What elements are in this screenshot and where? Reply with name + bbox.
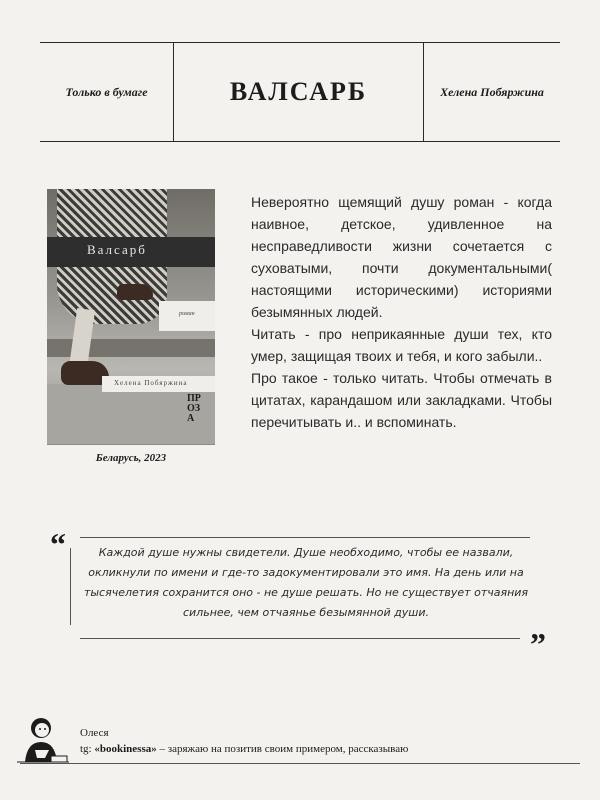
quote-divider-bottom — [80, 638, 520, 639]
close-quote-icon: ” — [530, 626, 546, 662]
author-nickname: Олеся — [80, 727, 109, 739]
header-left-cell — [40, 43, 174, 141]
review-paragraph: Читать - про неприкаянные души тех, кто умер, защищая твоих и тебя, и кого забыли.. — [251, 326, 552, 364]
header-author-cell — [424, 43, 560, 141]
review-text — [251, 191, 552, 433]
cover-author: Хелена Побяржина — [114, 379, 188, 387]
footer-contact — [80, 743, 408, 755]
avatar — [15, 712, 71, 768]
book-cover-image — [47, 189, 215, 445]
review-paragraph: Невероятно щемящий душу роман - когда наивное, детское, удивленное на несправедливости жизни сочетается с суховатыми, почти документальными( настоящими историческими) историями безымянных людей. — [251, 194, 552, 320]
cover-caption: Беларусь, 2023 — [95, 452, 167, 464]
cover-genre-label — [159, 301, 215, 331]
quote-divider-top — [80, 537, 530, 538]
cover-author-label — [102, 376, 215, 392]
header-title-cell — [174, 43, 424, 141]
publisher-logo: ПР ОЗ А — [187, 393, 201, 424]
book-quote: Каждой душе нужны свидетели. Душе необходимо, чтобы ее назвали, окликнули по имени и где-то задокументировали это имя. На день или на тысячелетия сохранится оно - не душе решать. Но не существует отчаяния сильнее, чем отчаянье безымянной души. — [83, 546, 529, 619]
cover-title: Валсарб — [87, 242, 147, 257]
footer-prefix: tg: — [80, 743, 92, 755]
author-name: Хелена Побяржина — [440, 84, 544, 99]
format-tag: Только в бумаге — [65, 84, 148, 99]
header-table — [40, 42, 560, 142]
footer-tagline: – заряжаю на позитив своим примером, рассказываю — [156, 743, 409, 755]
book-title: ВАЛСАРБ — [229, 77, 368, 106]
telegram-handle[interactable]: «bookinessa» — [94, 743, 157, 755]
open-quote-icon: “ — [50, 526, 66, 562]
footer-divider — [20, 763, 580, 764]
cover-shoe-back — [117, 284, 153, 300]
quote-divider-left — [70, 548, 71, 625]
cover-genre: роман — [179, 311, 195, 317]
review-paragraph: Про такое - только читать. Чтобы отмечать в цитатах, карандашом или закладками. Чтобы перечитывать и.. и вспоминать. — [251, 370, 552, 430]
